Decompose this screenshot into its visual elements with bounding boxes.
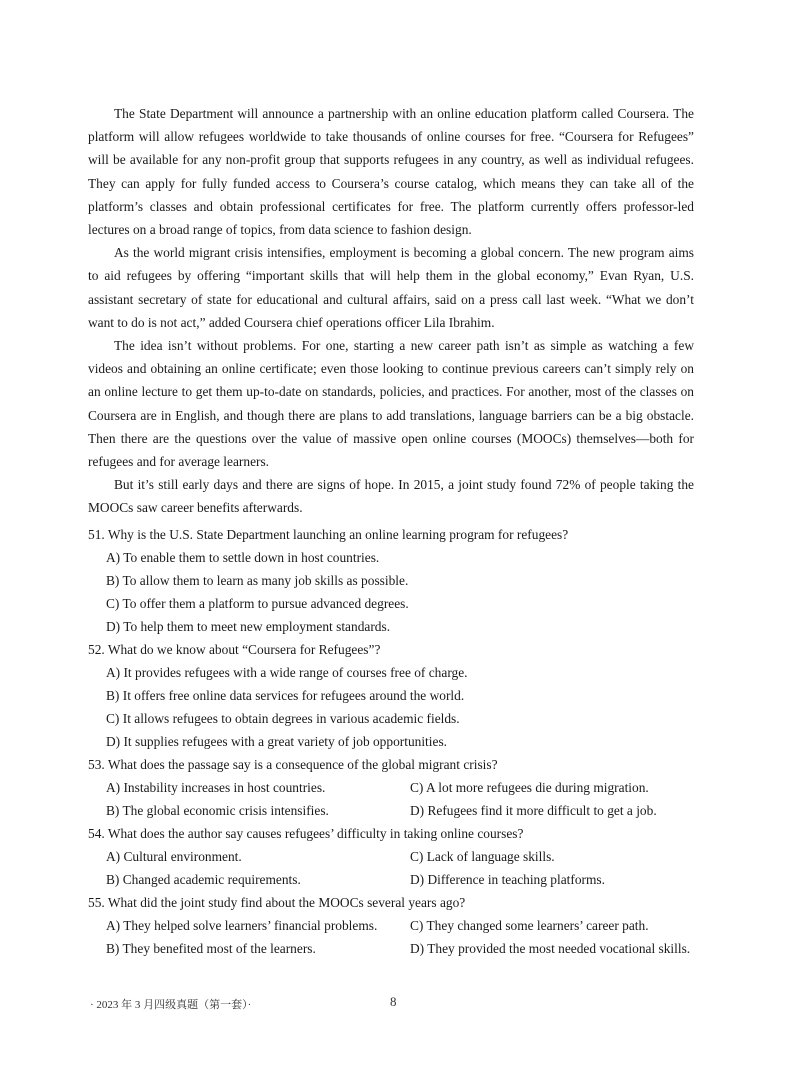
option-b: B) It offers free online data services for refugees around the world. [106,688,465,703]
option-c: C) A lot more refugees die during migration. [410,780,649,795]
option-b: B) They benefited most of the learners. [106,941,316,956]
option-a: A) Cultural environment. [106,849,242,864]
option-a: A) It provides refugees with a wide range of courses free of charge. [106,665,468,680]
option-d: D) It supplies refugees with a great variety of job opportunities. [106,734,447,749]
question-53 [88,753,708,822]
footer-exam-label: · 2023 年 3 月四级真题（第一套）· [90,999,252,1011]
option-d: D) To help them to meet new employment standards. [106,619,391,634]
question-51 [88,523,708,638]
question-list [88,523,708,960]
passage-paragraph-3: The idea isn’t without problems. For one, starting a new career path isn’t as simple as watching a few videos and obtaining an online certificate; even those looking to continue previous careers can’t simply rely on an online lecture to get them up-to-date on standards, policies, and practices. For another, most of the classes on Coursera are in English, and though there are plans to add translations, language barriers can be a big obstacle. Then there are the questions over the value of massive open online courses (MOOCs) themselves—both for refugees and for average learners. [88,338,694,470]
option-b: B) To allow them to learn as many job skills as possible. [106,573,409,588]
option-d: D) Refugees find it more difficult to get a job. [410,803,657,818]
passage-paragraph-4: But it’s still early days and there are signs of hope. In 2015, a joint study found 72% of people taking the MOOCs saw career benefits afterwards. [88,477,694,516]
question-stem: 52. What do we know about “Coursera for Refugees”? [88,642,381,657]
question-stem: 55. What did the joint study find about the MOOCs several years ago? [88,895,466,910]
option-d: D) They provided the most needed vocational skills. [410,941,691,956]
option-c: C) To offer them a platform to pursue advanced degrees. [106,596,409,611]
option-b: B) The global economic crisis intensifies. [106,803,329,818]
question-stem: 54. What does the author say causes refugees’ difficulty in taking online courses? [88,826,524,841]
question-52 [88,638,708,753]
reading-passage [88,102,694,520]
passage-paragraph-2: As the world migrant crisis intensifies, employment is becoming a global concern. The new program aims to aid refugees by offering “important skills that will help them in the global economy,” Evan Ryan, U.S. assistant secretary of state for educational and cultural affairs, said on a press call last week. “What we don’t want to do is not act,” added Coursera chief operations officer Lila Ibrahim. [88,245,694,330]
question-55 [88,891,708,960]
question-54 [88,822,708,891]
option-c: C) They changed some learners’ career path. [410,918,649,933]
option-c: C) It allows refugees to obtain degrees in various academic fields. [106,711,460,726]
page-number: 8 [390,994,397,1009]
question-stem: 51. Why is the U.S. State Department launching an online learning program for refugees? [88,527,569,542]
option-a: A) Instability increases in host countries. [106,780,326,795]
option-d: D) Difference in teaching platforms. [410,872,605,887]
question-stem: 53. What does the passage say is a consequence of the global migrant crisis? [88,757,498,772]
option-c: C) Lack of language skills. [410,849,555,864]
option-a: A) They helped solve learners’ financial problems. [106,918,378,933]
passage-paragraph-1: The State Department will announce a partnership with an online education platform called Coursera. The platform will allow refugees worldwide to take thousands of online courses for free. “Coursera for Refugees” will be available for any non-profit group that supports refugees in any country, as well as individual refugees. They can apply for fully funded access to Coursera’s course catalog, which means they can take all of the platform’s classes and obtain professional certificates for free. The platform currently offers professor-led lectures on a broad range of topics, from data science to fashion design. [88,106,694,238]
option-a: A) To enable them to settle down in host countries. [106,550,380,565]
option-b: B) Changed academic requirements. [106,872,301,887]
